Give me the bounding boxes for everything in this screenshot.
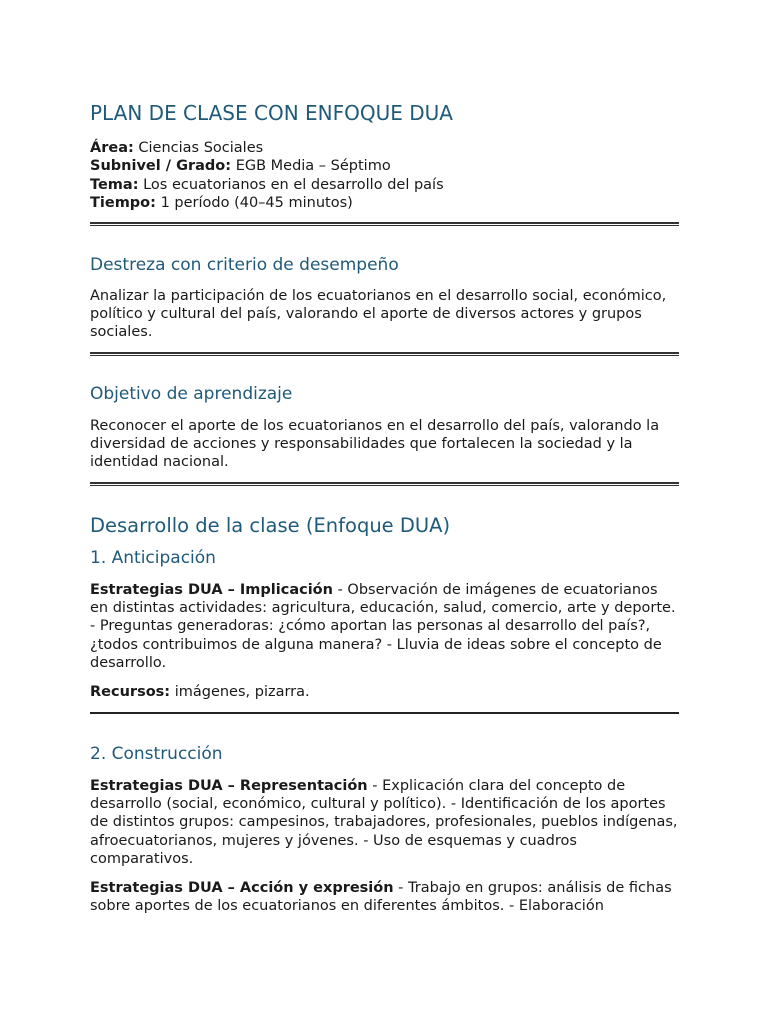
representacion-label: Estrategias DUA – Representación xyxy=(90,778,368,794)
time-value: 1 período (40–45 minutos) xyxy=(160,194,353,211)
area-label: Área: xyxy=(90,140,134,156)
section-divider xyxy=(90,482,679,486)
accion-text: - Trabajo en grupos: análisis de fichas sobre aportes de los ecuatorianos en diferentes ámbitos. - Elaboración xyxy=(90,880,672,915)
document-title: PLAN DE CLASE CON ENFOQUE DUA xyxy=(90,101,453,125)
grade-label: Subnivel / Grado: xyxy=(90,158,232,175)
section-divider xyxy=(90,222,679,226)
construccion-strategy-representacion xyxy=(90,777,679,868)
anticipacion-strategy-label: Estrategias DUA – Implicación xyxy=(90,582,333,598)
time-label: Tiempo: xyxy=(90,194,156,211)
construccion-heading: 2. Construcción xyxy=(90,744,223,764)
destreza-text: Analizar la participación de los ecuatorianos en el desarrollo social, económico, político y cultural del país, valorando el aporte de diversos actores y grupos sociales. xyxy=(90,288,667,341)
representacion-text: - Explicación clara del concepto de desarrollo (social, económico, cultural y político). - Identificación de los aportes de distintos grupos: campesinos, trabajadores, profesionales, pueblos indígenas, afroecuatorianos, mujeres y jóvenes. - Uso de esquemas y cuadros comparativos. xyxy=(90,778,678,867)
anticipacion-heading: 1. Anticipación xyxy=(90,548,216,568)
time-line xyxy=(90,194,444,212)
accion-label: Estrategias DUA – Acción y expresión xyxy=(90,880,394,896)
resources-text: imágenes, pizarra. xyxy=(170,684,310,700)
grade-line xyxy=(90,157,444,175)
resources-label: Recursos: xyxy=(90,684,171,700)
section-divider xyxy=(90,712,679,714)
topic-label: Tema: xyxy=(90,176,139,193)
anticipacion-resources xyxy=(90,683,679,701)
anticipacion-strategy xyxy=(90,581,679,672)
section-divider xyxy=(90,352,679,356)
objetivo-text: Reconocer el aporte de los ecuatorianos en el desarrollo del país, valorando la diversidad de acciones y responsabilidades que fortalecen la sociedad y la identidad nacional. xyxy=(90,418,660,471)
destreza-heading: Destreza con criterio de desempeño xyxy=(90,255,399,275)
objetivo-heading: Objetivo de aprendizaje xyxy=(90,384,293,404)
area-value: Ciencias Sociales xyxy=(138,140,264,156)
class-info xyxy=(90,139,444,212)
topic-value: Los ecuatorianos en el desarrollo del país xyxy=(143,176,444,193)
area-line xyxy=(90,139,444,157)
anticipacion-strategy-text: - Observación de imágenes de ecuatorianos en distintas actividades: agricultura, educación, salud, comercio, arte y deporte. - Preguntas generadoras: ¿cómo aportan las personas al desarrollo del país?, ¿todos contribuimos de alguna manera? - Lluvia de ideas sobre el concepto de desarrollo. xyxy=(90,582,676,671)
desarrollo-heading: Desarrollo de la clase (Enfoque DUA) xyxy=(90,514,451,537)
grade-value: EGB Media – Séptimo xyxy=(235,158,391,175)
construccion-strategy-accion xyxy=(90,879,679,915)
topic-line xyxy=(90,176,444,194)
